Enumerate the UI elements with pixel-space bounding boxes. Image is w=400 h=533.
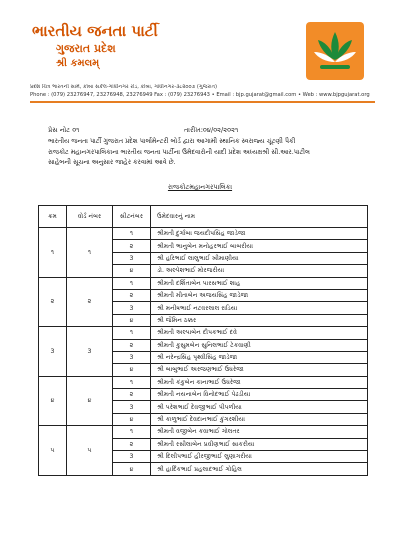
cell-candidate-name: શ્રીમતી અલ્પાબેન દીપકભાઈ દવે [151,327,368,339]
cell-candidate-name: શ્રી બાબુભાઈ અરજણભાઈ ઉધરેજા [151,364,368,376]
cell-candidate-name: ડો. અલ્પેશભાઈ મોરજરીયા [151,265,368,277]
candidate-table [38,205,368,476]
cell-candidate-name: શ્રીમતી દુર્ગાબા જયદીપસિંહ જાડેજા [151,228,368,240]
state-unit: ગુજરાત પ્રદેશ [56,42,116,55]
announcement-paragraph [48,136,368,168]
header-name: ઉમેદવારનું નામ [151,206,368,228]
letterhead-divider [30,101,375,103]
cell-seat: ૪ [113,413,151,425]
cell-seat: ૨ [113,389,151,401]
table-row [39,426,368,438]
table-header-row [39,206,368,228]
cell-seat: ૨ [113,438,151,450]
motto: શ્રી કમલમ્ [56,58,100,69]
header-ward: વોર્ડ નંબર [67,206,113,228]
cell-ward: ૧ [67,228,113,278]
cell-seat: 3 [113,451,151,463]
cell-serial: ૨ [39,277,67,327]
cell-candidate-name: શ્રી જૈમિન ઠક્કર [151,314,368,326]
cell-candidate-name: શ્રી પરેશભાઈ દેવજીભાઈ પીપળીયા [151,401,368,413]
cell-seat: ૨ [113,240,151,252]
cell-serial: ૪ [39,376,67,426]
cell-seat: 3 [113,252,151,264]
cell-candidate-name: શ્રીમતી દર્શિતાબેન પારસભાઈ શાહ [151,277,368,289]
cell-seat: ૪ [113,314,151,326]
letterhead-contact: Phone : (079) 23276947, 23276948, 23276949 Fax : (079) 23276943 • Email : bjp.gujarat@gmail.com • Web : www.bjpgujarat.org [30,92,370,98]
cell-seat: ૧ [113,426,151,438]
cell-candidate-name: શ્રી દિલીપભાઈ હીરજીભાઈ લુણાગરીયા [151,451,368,463]
cell-ward: 3 [67,327,113,377]
lotus-logo-icon [306,22,364,80]
cell-ward: ૪ [67,376,113,426]
cell-candidate-name: શ્રીમતી નયનાબેન વિનોદભાઈ પેઢડીયા [151,389,368,401]
cell-candidate-name: શ્રીમતી કંકુબેન કાનાભાઈ ઉધરેજા [151,376,368,388]
cell-candidate-name: શ્રીમતી વજીબેન કવાભાઈ ગોલતર [151,426,368,438]
cell-candidate-name: શ્રીમતી કુસુમબેન સુનિલભાઈ ટેકવાણી [151,339,368,351]
letterhead [30,20,370,84]
cell-candidate-name: શ્રી હાર્દિકભાઈ પ્રહલાદભાઈ ગોહિલ [151,463,368,475]
table-caption: રાજકોટમહાનગરપાલિકા [167,183,233,191]
header-serial: ક્રમ [39,206,67,228]
cell-serial: ૫ [39,426,67,476]
party-name: ભારતીય જનતા પાર્ટી [32,22,158,40]
press-note-date: તારીખ:૦૪/૦૨/૨૦૨૧ [184,126,239,134]
announcement-line: સાહેબની સૂચના અનુસાર જાહેર કરવામાં આવે છે. [48,158,176,167]
table-row [39,277,368,289]
table-row [39,228,368,240]
cell-seat: ૪ [113,265,151,277]
cell-candidate-name: શ્રી કાળુભાઈ દેવદાનભાઈ કુંગરશીયા [151,413,368,425]
announcement-line: ભારતીય જનતા પાર્ટી ગુજરાત પ્રદેશ પાર્લામેન્ટરી બોર્ડ દ્વારા આગામી સ્થાનિક સ્વરાજ્ય ચૂંટણી પૈકી [48,137,296,145]
cell-ward: ૨ [67,277,113,327]
announcement-line: રાજકોટ મહાનગરપાલિકાના ભારતીય જનતા પાર્ટીના ઉમેદવારોની યાદી પ્રદેશ અધ્યક્ષશ્રી સી.આર.પાટીલ [48,147,310,156]
header-seat: સીટનંબર [113,206,151,228]
letterhead-address: પ્રદેશ ચિત્ર ભારતની સામે, કોબા સર્કલ-ગાંધીનગર રોડ, કોબા, ગાંધીનગર-૩૮૨૦૦૭ (ગુજરાત) [30,84,218,90]
cell-seat: 3 [113,401,151,413]
cell-seat: 3 [113,351,151,363]
press-note-number: પ્રેસ નોટ ૦૧ [48,126,80,134]
cell-candidate-name: શ્રીમતી મીતાબેન અજયસિંહ જાડેજા [151,289,368,301]
cell-candidate-name: શ્રીમતી ભાનુબેન મનોહરભાઈ બાબરીયા [151,240,368,252]
cell-serial: 3 [39,327,67,377]
cell-seat: ૧ [113,376,151,388]
cell-seat: ૨ [113,339,151,351]
cell-candidate-name: શ્રી નરેન્દ્રસિંહ પૃથ્વીસિંહ જાડેજા [151,351,368,363]
cell-seat: ૨ [113,289,151,301]
cell-seat: ૧ [113,277,151,289]
cell-seat: ૪ [113,463,151,475]
cell-candidate-name: શ્રી હરિભાઈ લાલુભાઈ ખીમાણીયા [151,252,368,264]
cell-seat: ૧ [113,327,151,339]
cell-ward: ૫ [67,426,113,476]
cell-seat: 3 [113,302,151,314]
table-row [39,376,368,388]
candidate-table-body [39,228,368,476]
cell-candidate-name: શ્રી મનીષભાઈ નટવરલાલ રાડિયા [151,302,368,314]
cell-candidate-name: શ્રીમતી રસીલાબેન પ્રવીણભાઈ સાકરીયા [151,438,368,450]
cell-seat: ૪ [113,364,151,376]
cell-seat: ૧ [113,228,151,240]
cell-serial: ૧ [39,228,67,278]
table-row [39,327,368,339]
